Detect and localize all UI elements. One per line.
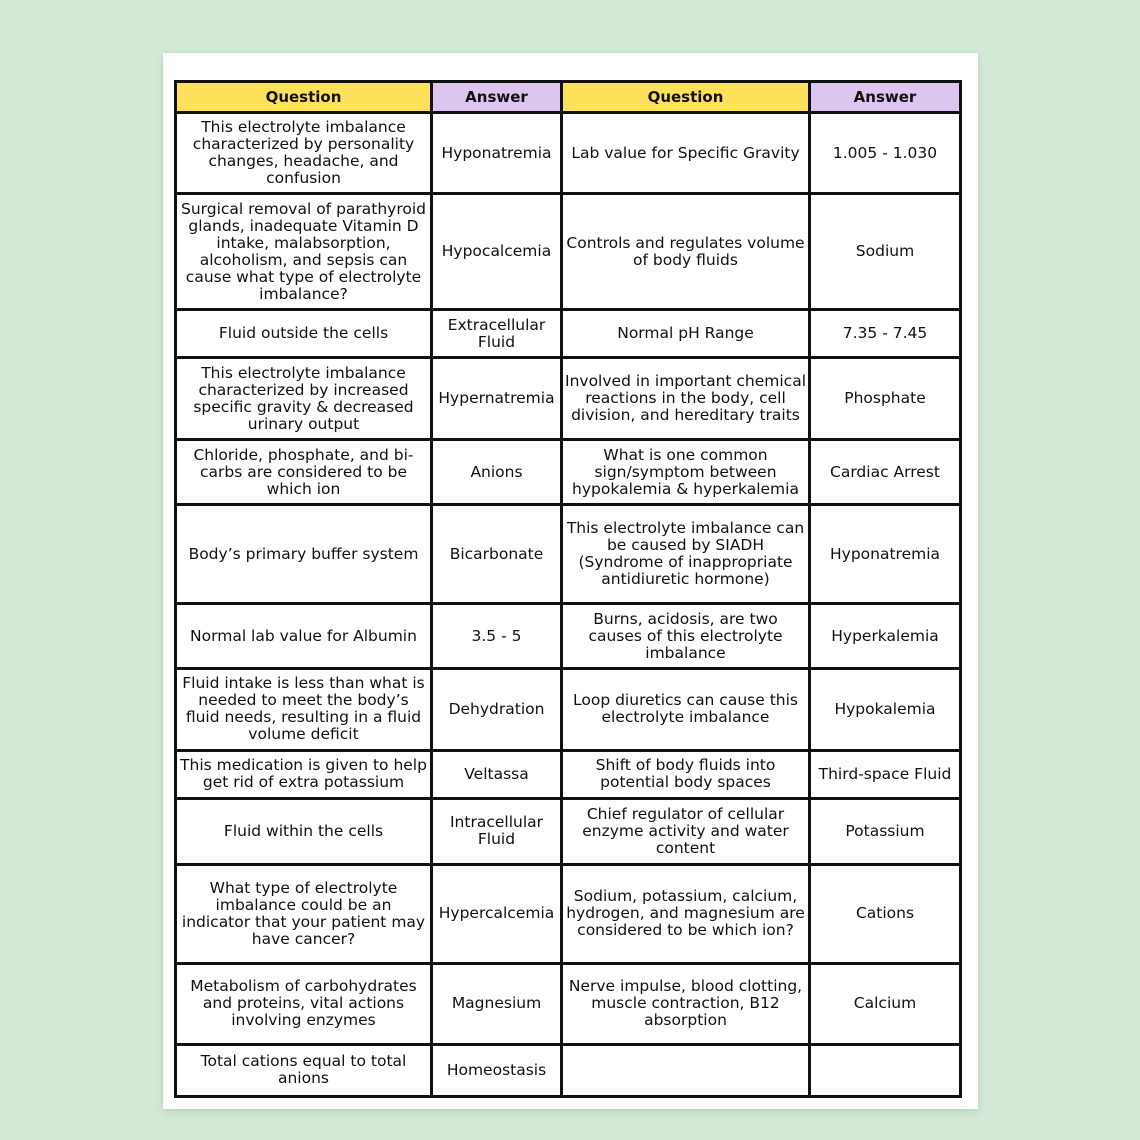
answer-cell: Hypocalcemia <box>432 194 562 310</box>
question-cell: Total cations equal to total anions <box>176 1044 432 1096</box>
question-cell: This electrolyte imbalance can be caused by SIADH (Syndrome of inappropriate antidiuretic hormone) <box>562 505 810 604</box>
answer-cell: Magnesium <box>432 963 562 1044</box>
question-cell: Normal pH Range <box>562 310 810 358</box>
table-row <box>176 113 961 194</box>
question-cell: Chief regulator of cellular enzyme activity and water content <box>562 798 810 864</box>
answer-cell: Sodium <box>810 194 961 310</box>
answer-cell: Homeostasis <box>432 1044 562 1096</box>
table-row <box>176 864 961 963</box>
answer-cell: Intracellular Fluid <box>432 798 562 864</box>
answer-cell: Hyponatremia <box>432 113 562 194</box>
table-row <box>176 194 961 310</box>
answer-cell: Phosphate <box>810 358 961 440</box>
question-cell: Burns, acidosis, are two causes of this electrolyte imbalance <box>562 604 810 668</box>
table-row <box>176 358 961 440</box>
question-cell <box>562 1044 810 1096</box>
answer-header: Answer <box>432 82 562 113</box>
answer-cell <box>810 1044 961 1096</box>
answer-cell: Hypokalemia <box>810 668 961 750</box>
answer-cell: Extracellular Fluid <box>432 310 562 358</box>
table-row <box>176 668 961 750</box>
answer-cell: Veltassa <box>432 750 562 798</box>
question-cell: Fluid within the cells <box>176 798 432 864</box>
table-row <box>176 310 961 358</box>
question-cell: Fluid intake is less than what is needed to meet the body’s fluid needs, resulting in a fluid volume deficit <box>176 668 432 750</box>
table-row <box>176 505 961 604</box>
table-row <box>176 963 961 1044</box>
answer-cell: Hypercalcemia <box>432 864 562 963</box>
answer-cell: 1.005 - 1.030 <box>810 113 961 194</box>
answer-cell: Bicarbonate <box>432 505 562 604</box>
question-cell: What is one common sign/symptom between hypokalemia & hyperkalemia <box>562 440 810 505</box>
answer-cell: Hyperkalemia <box>810 604 961 668</box>
question-cell: Nerve impulse, blood clotting, muscle contraction, B12 absorption <box>562 963 810 1044</box>
question-cell: Shift of body fluids into potential body spaces <box>562 750 810 798</box>
answer-cell: Third-space Fluid <box>810 750 961 798</box>
question-cell: What type of electrolyte imbalance could be an indicator that your patient may have cancer? <box>176 864 432 963</box>
question-cell: This medication is given to help get rid of extra potassium <box>176 750 432 798</box>
answer-cell: Anions <box>432 440 562 505</box>
table-row <box>176 798 961 864</box>
question-cell: Controls and regulates volume of body fluids <box>562 194 810 310</box>
answer-cell: Hypernatremia <box>432 358 562 440</box>
question-cell: Loop diuretics can cause this electrolyte imbalance <box>562 668 810 750</box>
question-cell: Fluid outside the cells <box>176 310 432 358</box>
answer-cell: Cardiac Arrest <box>810 440 961 505</box>
table-row <box>176 1044 961 1096</box>
question-header: Question <box>176 82 432 113</box>
answer-cell: Cations <box>810 864 961 963</box>
answer-cell: 3.5 - 5 <box>432 604 562 668</box>
question-cell: Chloride, phosphate, and bi-carbs are considered to be which ion <box>176 440 432 505</box>
table-row <box>176 750 961 798</box>
answer-cell: Potassium <box>810 798 961 864</box>
table-row <box>176 604 961 668</box>
question-cell: Sodium, potassium, calcium, hydrogen, and magnesium are considered to be which ion? <box>562 864 810 963</box>
question-cell: Surgical removal of parathyroid glands, inadequate Vitamin D intake, malabsorption, alcoholism, and sepsis can cause what type of electrolyte imbalance? <box>176 194 432 310</box>
question-cell: This electrolyte imbalance characterized by personality changes, headache, and confusion <box>176 113 432 194</box>
question-cell: Involved in important chemical reactions in the body, cell division, and hereditary traits <box>562 358 810 440</box>
answer-cell: Hyponatremia <box>810 505 961 604</box>
answer-cell: 7.35 - 7.45 <box>810 310 961 358</box>
question-cell: Body’s primary buffer system <box>176 505 432 604</box>
question-header: Question <box>562 82 810 113</box>
question-cell: Metabolism of carbohydrates and proteins, vital actions involving enzymes <box>176 963 432 1044</box>
answer-cell: Calcium <box>810 963 961 1044</box>
question-cell: Lab value for Specific Gravity <box>562 113 810 194</box>
question-cell: This electrolyte imbalance characterized by increased specific gravity & decreased urinary output <box>176 358 432 440</box>
answer-header: Answer <box>810 82 961 113</box>
question-cell: Normal lab value for Albumin <box>176 604 432 668</box>
answer-cell: Dehydration <box>432 668 562 750</box>
table-row <box>176 440 961 505</box>
qa-table <box>174 80 962 1098</box>
header-row <box>176 82 961 113</box>
